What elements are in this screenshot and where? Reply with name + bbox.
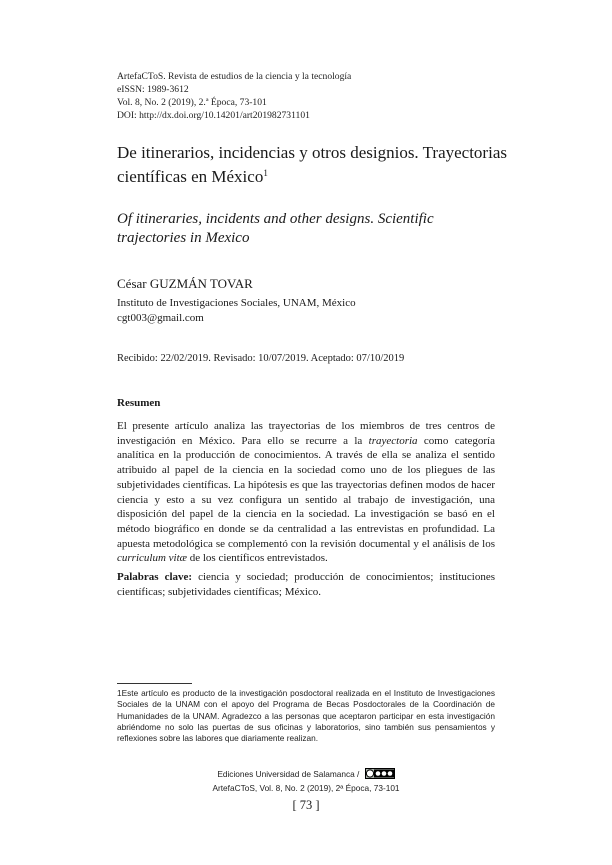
author-name: César GUZMÁN TOVAR (117, 276, 253, 291)
eissn: eISSN: 1989-3612 (117, 84, 189, 95)
publisher-line (0, 768, 612, 782)
title-es-text: De itinerarios, incidencias y otros designios. Trayectorias científicas en México (117, 143, 507, 186)
cc-badge-graphic (365, 768, 395, 779)
page-number: [ 73 ] (292, 798, 320, 812)
abstract-text-3: de los científicos entrevistados. (186, 552, 328, 565)
page-footer (0, 768, 612, 794)
author-email[interactable]: cgt003@gmail.com (117, 312, 204, 324)
journal-name: ArtefaCToS. Revista de estudios de la ciencia y la tecnología (117, 71, 352, 82)
abstract-text-1: El presente artículo analiza las trayectorias de los miembros de tres centros de investigación en México. Para ello se recurre a la (117, 420, 495, 447)
abstract-term-cv: curriculum vitæ (117, 552, 187, 565)
article-title-spanish (117, 142, 517, 187)
author-affiliation (117, 296, 356, 326)
abstract-heading: Resumen (117, 397, 161, 409)
journal-header (117, 70, 351, 122)
doi-link[interactable]: DOI: http://dx.doi.org/10.14201/art201982731101 (117, 110, 310, 121)
abstract-term-trayectoria: trayectoria (368, 434, 418, 447)
author-institution: Instituto de Investigaciones Sociales, UNAM, México (117, 297, 356, 309)
keywords (117, 570, 495, 599)
publisher-name: Ediciones Universidad de Salamanca / (217, 769, 360, 780)
abstract-text-2: como categoría analítica en la producción de conocimientos. A través de ella se analiza el sentido atribuido al papel de la ciencia en la sociedad como uno de los pliegues de las subjetividades científicas. La hipótesis es que las trayectorias definen modos de hacer ciencia y esto a su vez configura un sentido al trabajo de investigación, una disposición del papel de la ciencia en la sociedad. La investigación se basó en el método biográfico en donde se da centralidad a las entrevistas en profundidad. La apuesta metodológica se complementó con la revisión documental y el análisis de los (117, 434, 495, 550)
citation-line: ArtefaCToS, Vol. 8, No. 2 (2019), 2ª Época, 73-101 (212, 783, 400, 793)
article-title-english: Of itineraries, incidents and other designs. Scientific trajectories in Mexico (117, 211, 434, 246)
footnote-1: 1Este artículo es producto de la investigación posdoctoral realizada en el Instituto de Investigaciones Sociales de la UNAM con el apoyo del Programa de Becas Posdoctorales de la Coordinación de Humanidades de la UNAM. Agradezco a las personas que aceptaron participar en esta investigación abriéndome no solo las puertas de sus oficinas y laboratorios, sino también sus pensamientos y reflexiones sobre las labores que diariamente realizan. (117, 688, 495, 744)
abstract-body (117, 419, 495, 566)
cc-license-icon[interactable] (365, 768, 395, 782)
submission-dates: Recibido: 22/02/2019. Revisado: 10/07/2019. Aceptado: 07/10/2019 (117, 353, 405, 364)
footnote-mark[interactable]: 1 (263, 168, 268, 178)
footnote-divider (117, 683, 192, 684)
keywords-text: ciencia y sociedad; producción de conocimientos; instituciones científicas; subjetividades científicas; México. (117, 571, 495, 598)
volume-info: Vol. 8, No. 2 (2019), 2.ª Época, 73-101 (117, 97, 267, 108)
keywords-label: Palabras clave: (117, 571, 193, 583)
